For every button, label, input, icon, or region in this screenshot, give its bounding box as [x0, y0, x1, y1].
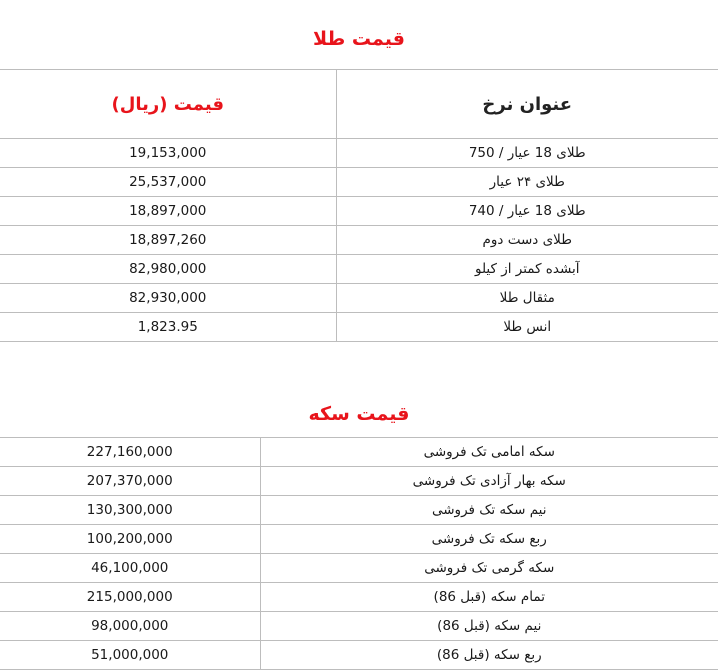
- price-cell: 18,897,000: [0, 197, 336, 226]
- coin-price-table: [0, 437, 718, 670]
- rate-name-cell: انس طلا: [336, 313, 718, 342]
- rate-name-cell: تمام سکه (قبل 86): [260, 583, 718, 612]
- table-row: [0, 168, 718, 197]
- rate-name-cell: طلای ۲۴ عیار: [336, 168, 718, 197]
- rate-name-cell: سکه گرمی تک فروشی: [260, 554, 718, 583]
- table-row: [0, 525, 718, 554]
- price-cell: 98,000,000: [0, 612, 260, 641]
- price-cell: 1,823.95: [0, 313, 336, 342]
- price-cell: 51,000,000: [0, 641, 260, 670]
- coin-section-title: قیمت سکه: [308, 403, 410, 425]
- table-row: [0, 139, 718, 168]
- price-cell: 82,930,000: [0, 284, 336, 313]
- name-column-header: عنوان نرخ: [336, 70, 718, 139]
- rate-name-cell: مثقال طلا: [336, 284, 718, 313]
- rate-name-cell: نیم سکه تک فروشی: [260, 496, 718, 525]
- gold-price-table: [0, 69, 718, 342]
- table-row: [0, 496, 718, 525]
- table-row: [0, 313, 718, 342]
- price-cell: 46,100,000: [0, 554, 260, 583]
- rate-name-cell: آبشده کمتر از کیلو: [336, 255, 718, 284]
- rate-name-cell: ربع سکه تک فروشی: [260, 525, 718, 554]
- rate-name-cell: طلای 18 عیار / 750: [336, 139, 718, 168]
- price-cell: 25,537,000: [0, 168, 336, 197]
- table-row: [0, 554, 718, 583]
- price-cell: 215,000,000: [0, 583, 260, 612]
- rate-name-cell: طلای 18 عیار / 740: [336, 197, 718, 226]
- rate-name-cell: طلای دست دوم: [336, 226, 718, 255]
- price-cell: 130,300,000: [0, 496, 260, 525]
- table-row: [0, 197, 718, 226]
- rate-name-cell: سکه امامی تک فروشی: [260, 438, 718, 467]
- table-row: [0, 226, 718, 255]
- gold-section-title: قیمت طلا: [313, 28, 405, 50]
- table-header-row: [0, 70, 718, 139]
- rate-name-cell: سکه بهار آزادی تک فروشی: [260, 467, 718, 496]
- rate-name-cell: نیم سکه (قبل 86): [260, 612, 718, 641]
- price-cell: 207,370,000: [0, 467, 260, 496]
- table-row: [0, 583, 718, 612]
- price-cell: 18,897,260: [0, 226, 336, 255]
- price-cell: 82,980,000: [0, 255, 336, 284]
- price-cell: 100,200,000: [0, 525, 260, 554]
- table-row: [0, 438, 718, 467]
- table-row: [0, 641, 718, 670]
- table-row: [0, 467, 718, 496]
- table-row: [0, 612, 718, 641]
- table-row: [0, 284, 718, 313]
- table-row: [0, 255, 718, 284]
- price-cell: 19,153,000: [0, 139, 336, 168]
- price-column-header: قیمت (ریال): [0, 70, 336, 139]
- rate-name-cell: ربع سکه (قبل 86): [260, 641, 718, 670]
- price-cell: 227,160,000: [0, 438, 260, 467]
